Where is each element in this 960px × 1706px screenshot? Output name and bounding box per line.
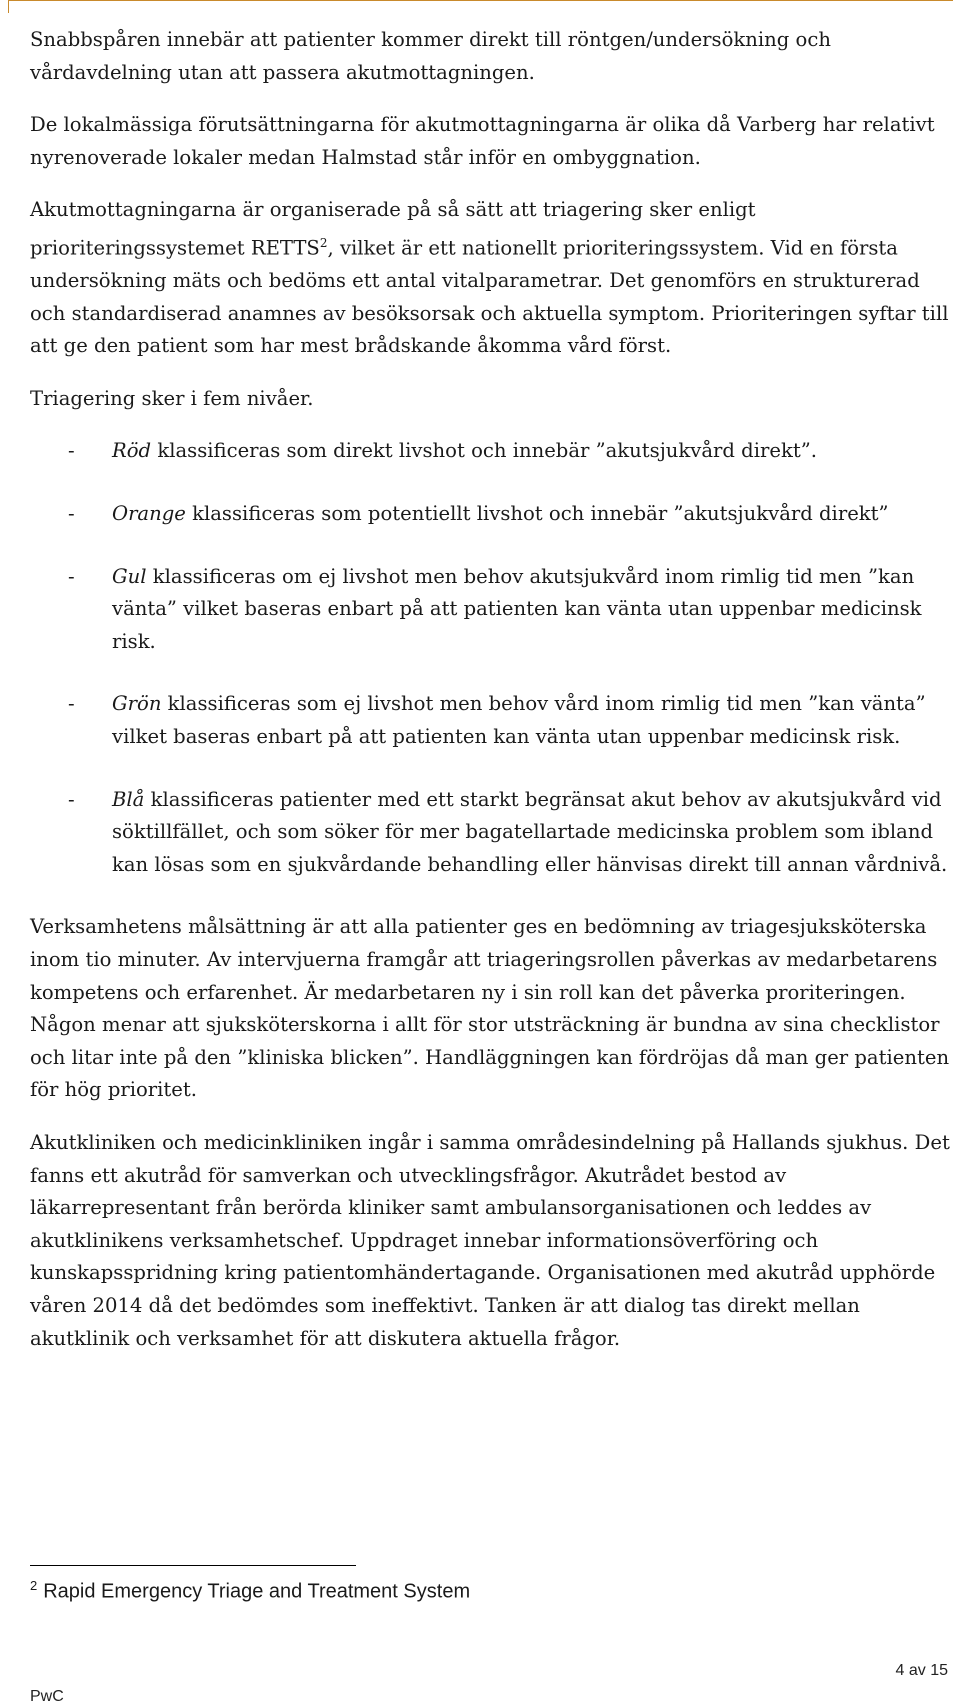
paragraph-triagering (30, 194, 950, 363)
list-item-gul (30, 561, 950, 659)
list-dash: - (68, 692, 75, 716)
triage-levels-list (30, 435, 950, 881)
level-name: Grön (112, 692, 162, 716)
footnote-text: Rapid Emergency Triage and Treatment System (43, 1580, 471, 1603)
document-body (30, 24, 950, 1375)
paragraph-nivaer: Triagering sker i fem nivåer. (30, 386, 314, 410)
level-description: klassificeras som direkt livshot och innebär ”akutsjukvård direkt”. (151, 439, 817, 463)
paragraph-lokaler: De lokalmässiga förutsättningarna för akutmottagningarna är olika då Varberg har relativt nyrenoverade lokaler medan Halmstad står inför en ombyggnation. (30, 113, 935, 169)
list-dash: - (68, 564, 75, 588)
paragraph-triagering-text-2: , vilket är ett nationellt prioriteringssystem. Vid en första undersökning mäts och bedöms ett antal vitalparametrar. Det genomförs en strukturerad och standardiserad anamnes av besöksorsak och aktuella symptom. Prioriteringen syftar till att ge den patient som har mest brådskande åkomma vård först. (30, 236, 949, 358)
level-description: klassificeras om ej livshot men behov akutsjukvård inom rimlig tid men ”kan vänta” vilket baseras enbart på att patienten kan vänta utan uppenbar medicinsk risk. (112, 564, 922, 653)
level-name: Gul (112, 564, 147, 588)
list-item-gron (30, 688, 950, 753)
list-dash: - (68, 439, 75, 463)
list-dash: - (68, 502, 75, 526)
footnote-number: 2 (30, 1578, 38, 1593)
list-item-bla (30, 784, 950, 882)
brand-name: PwC (30, 1688, 64, 1705)
footnote (30, 1578, 470, 1604)
list-item-orange (30, 498, 950, 531)
level-name: Blå (112, 787, 145, 811)
paragraph-akutrad: Akutkliniken och medicinkliniken ingår i samma områdesindelning på Hallands sjukhus. Det fanns ett akutråd för samverkan och utvecklingsfrågor. Akutrådet bestod av läkarrepresentant från berörda kliniker samt ambulansorganisationen och leddes av akutklinikens verksamhetschef. Uppdraget innebar informationsöverföring och kunskapsspridning kring patientomhändertagande. Organisationen med akutråd upphörde våren 2014 då det bedömdes som ineffektivt. Tanken är att dialog tas direkt mellan akutklinik och verksamhet för att diskutera aktuella frågor. (30, 1130, 950, 1350)
footnote-separator (30, 1565, 356, 1566)
level-description: klassificeras som ej livshot men behov vård inom rimlig tid men ”kan vänta” vilket baseras enbart på att patienten kan vänta utan uppenbar medicinsk risk. (112, 692, 926, 749)
level-name: Röd (112, 439, 152, 463)
page-number: 4 av 15 (895, 1662, 948, 1679)
page-corner-mark (8, 0, 953, 13)
paragraph-snabbsparen: Snabbspåren innebär att patienter kommer direkt till röntgen/undersökning och vårdavdelning utan att passera akutmottagningen. (30, 28, 831, 84)
list-dash: - (68, 787, 75, 811)
level-description: klassificeras patienter med ett starkt begränsat akut behov av akutsjukvård vid söktillfället, och som söker för mer bagatellartade medicinska problem som ibland kan lösas som en sjukvårdande behandling eller hänvisas direkt till annan vårdnivå. (112, 787, 948, 876)
level-description: klassificeras som potentiellt livshot och innebär ”akutsjukvård direkt” (185, 502, 889, 526)
paragraph-triagering-text-1: Akutmottagningarna är organiserade på så sätt att triagering sker enligt prioriteringssystemet RETTS (30, 198, 756, 260)
list-item-rod (30, 435, 950, 468)
paragraph-malsattning: Verksamhetens målsättning är att alla patienter ges en bedömning av triagesjuksköterska inom tio minuter. Av intervjuerna framgår att triageringsrollen påverkas av medarbetarens kompetens och erfarenhet. Är medarbetaren ny i sin roll kan det påverka proriteringen. Någon menar att sjuksköterskorna i allt för stor utsträckning är bundna av sina checklistor och litar inte på den ”kliniska blicken”. Handläggningen kan fördröjas då man ger patienten för hög prioritet. (30, 915, 950, 1102)
level-name: Orange (112, 502, 186, 526)
footnote-reference[interactable]: 2 (319, 235, 328, 250)
